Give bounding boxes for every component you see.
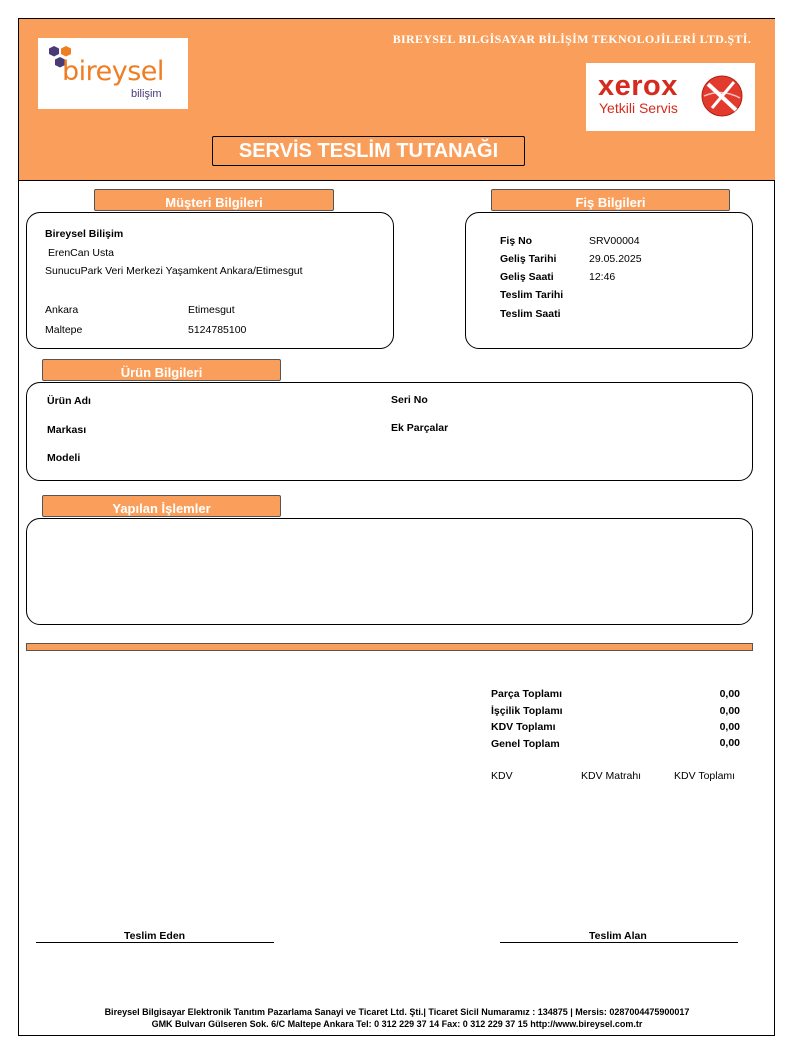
vat-column-header: KDV <box>491 770 513 782</box>
customer-panel <box>26 212 394 349</box>
delivery-time-label: Teslim Saati <box>500 308 561 320</box>
operations-panel <box>26 518 753 625</box>
customer-company: Bireysel Bilişim <box>45 228 124 240</box>
serial-no-label: Seri No <box>391 394 428 406</box>
footer-company-info: Bireysel Bilgisayar Elektronik Tanıtım Pazarlama Sanayi ve Ticaret Ltd. Şti.| Ticaret Sicil Numaramız : 134875 | Mersis: 0287004475900017 <box>104 1007 690 1017</box>
product-model-label: Modeli <box>47 452 81 464</box>
document-title: SERVİS TESLİM TUTANAĞI <box>212 136 525 166</box>
vat-total-label: KDV Toplamı <box>491 721 556 733</box>
authorized-service-text: Yetkili Servis <box>599 100 678 116</box>
customer-address: SunucuPark Veri Merkezi Yaşamkent Ankara/Etimesgut <box>45 265 303 277</box>
product-section-tab: Ürün Bilgileri <box>42 359 281 381</box>
product-name-label: Ürün Adı <box>47 395 91 407</box>
bilisim-logo-text: bilişim <box>131 88 162 100</box>
vat-base-column-header: KDV Matrahı <box>581 770 642 782</box>
xerox-logo-text: xerox <box>598 70 678 102</box>
arrival-date-value: 29.05.2025 <box>589 253 642 265</box>
vat-total-value: 0,00 <box>719 721 740 733</box>
receipt-panel <box>465 212 753 349</box>
delivery-date-label: Teslim Tarihi <box>500 289 564 301</box>
receiver-signature-label: Teslim Alan <box>589 930 647 942</box>
customer-contact: ErenCan Usta <box>48 247 114 259</box>
footer-contact-info: GMK Bulvarı Gülseren Sok. 6/C Maltepe Ankara Tel: 0 312 229 37 14 Fax: 0 312 229 37 15 http://www.bireysel.com.tr <box>151 1019 643 1029</box>
arrival-time-label: Geliş Saati <box>500 271 554 283</box>
grand-total-label: Genel Toplam <box>491 738 560 750</box>
receipt-no-value: SRV00004 <box>589 235 640 247</box>
section-divider <box>26 643 753 651</box>
grand-total-value: 0,00 <box>719 737 740 749</box>
deliverer-signature-label: Teslim Eden <box>124 930 186 942</box>
receipt-no-label: Fiş No <box>500 235 533 247</box>
customer-city: Ankara <box>45 304 79 316</box>
company-name: BIREYSEL BILGİSAYAR BİLİŞİM TEKNOLOJİLERİ LTD.ŞTİ. <box>392 32 751 46</box>
arrival-time-value: 12:46 <box>589 271 616 283</box>
operations-section-tab: Yapılan İşlemler <box>42 495 281 517</box>
customer-phone: 5124785100 <box>188 324 247 336</box>
xerox-logo <box>586 63 755 131</box>
extra-parts-label: Ek Parçalar <box>391 422 449 434</box>
deliverer-signature-line <box>36 942 274 943</box>
arrival-date-label: Geliş Tarihi <box>500 253 557 265</box>
bireysel-logo <box>38 38 188 109</box>
customer-area: Maltepe <box>45 324 83 336</box>
parts-total-value: 0,00 <box>719 688 740 700</box>
xerox-globe-icon <box>700 74 744 118</box>
labor-total-value: 0,00 <box>719 705 740 717</box>
receipt-section-tab: Fiş Bilgileri <box>491 189 730 211</box>
document-header <box>19 19 775 181</box>
product-panel <box>26 382 753 481</box>
vat-total-column-header: KDV Toplamı <box>674 770 736 782</box>
product-brand-label: Markası <box>47 424 87 436</box>
parts-total-label: Parça Toplamı <box>491 688 562 700</box>
labor-total-label: İşçilik Toplamı <box>491 705 563 717</box>
receiver-signature-line <box>500 942 738 943</box>
customer-district: Etimesgut <box>188 304 235 316</box>
customer-section-tab: Müşteri Bilgileri <box>94 189 334 211</box>
bireysel-logo-text: bireysel <box>62 56 164 87</box>
